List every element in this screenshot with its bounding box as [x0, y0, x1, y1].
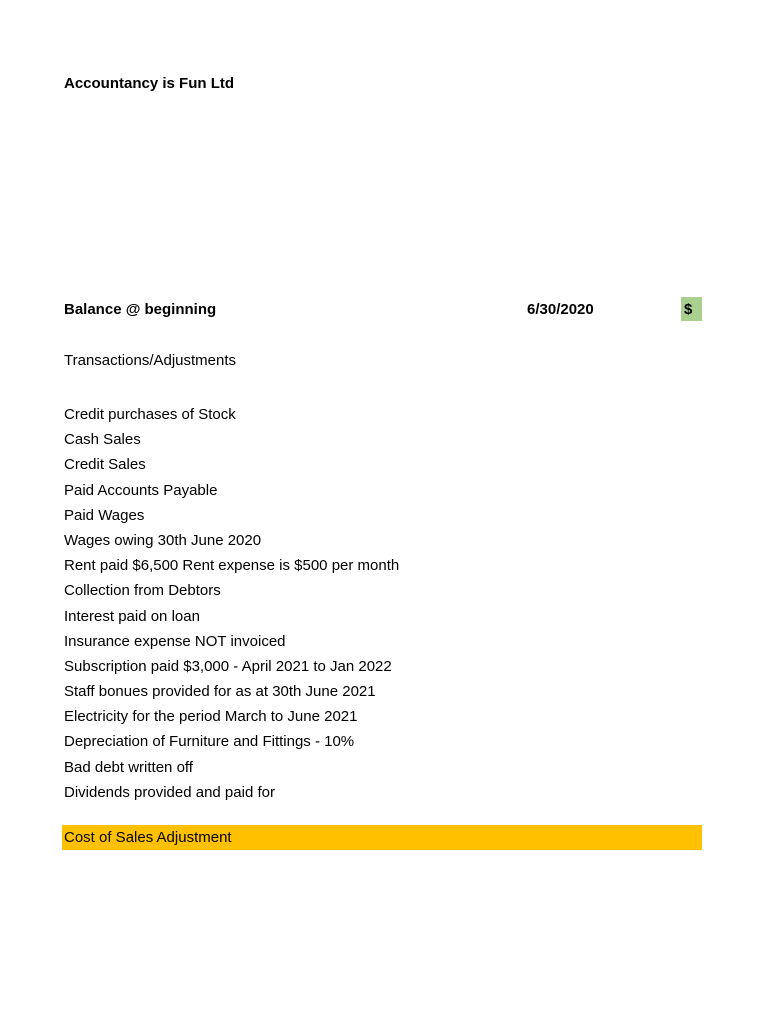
list-item: Credit purchases of Stock: [64, 406, 236, 423]
transaction-list: [64, 402, 399, 805]
balance-date: 6/30/2020: [527, 301, 594, 318]
list-item: Insurance expense NOT invoiced: [64, 632, 286, 650]
company-name: Accountancy is Fun Ltd: [64, 75, 235, 92]
list-item: Subscription paid $3,000 - April 2021 to Jan 2022: [64, 657, 392, 675]
list-item: Wages owing 30th June 2020: [64, 531, 262, 549]
list-item: Staff bonues provided for as at 30th June 2021: [64, 683, 376, 701]
list-item: Interest paid on loan: [64, 607, 200, 625]
list-item: Collection from Debtors: [64, 582, 221, 600]
cost-of-sales-highlight: [62, 825, 702, 850]
list-item: Paid Wages: [64, 506, 145, 524]
currency-cell: [681, 297, 702, 321]
list-item: Depreciation of Furniture and Fittings - 10%: [64, 733, 355, 751]
list-item: Paid Accounts Payable: [64, 481, 218, 499]
currency-symbol: $: [684, 301, 693, 318]
cost-of-sales-label: Cost of Sales Adjustment: [64, 829, 232, 846]
list-item: Cash Sales: [64, 431, 141, 449]
list-item: Dividends provided and paid for: [64, 783, 275, 801]
list-item: Rent paid $6,500 Rent expense is $500 per month: [64, 557, 400, 575]
list-item: Bad debt written off: [64, 758, 193, 776]
list-item: Electricity for the period March to June 2021: [64, 708, 358, 726]
list-item: Credit Sales: [64, 456, 146, 474]
transactions-heading: Transactions/Adjustments: [64, 352, 237, 369]
balance-label: Balance @ beginning: [64, 301, 217, 318]
